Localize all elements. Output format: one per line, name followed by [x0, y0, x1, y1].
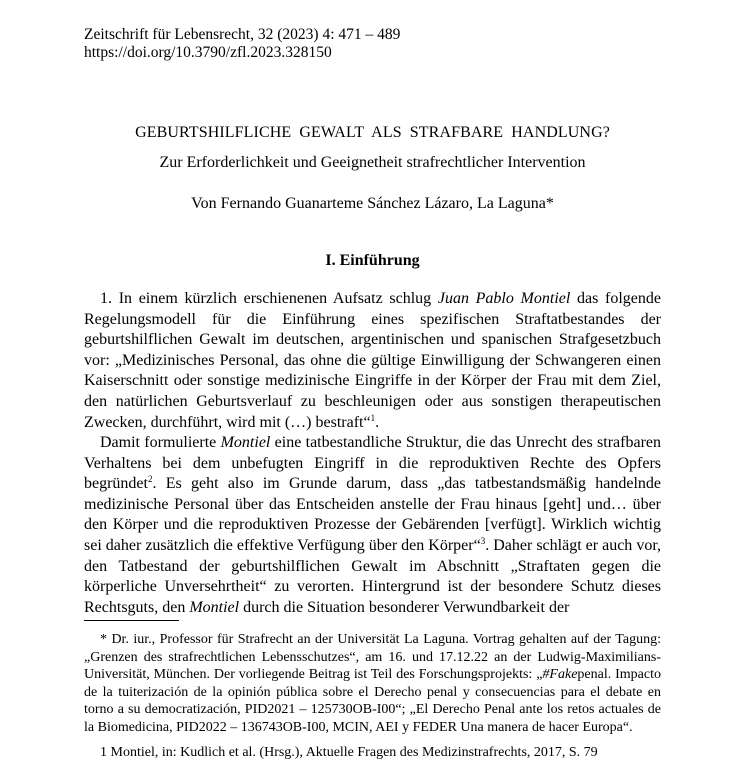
text-run: * Dr. iur., Professor für Strafrecht an der Universität La Laguna. Vortrag gehalten auf der Tagung: „Grenzen des strafrechtlichen Lebensschutzes“, am 16. und 17.12.22 an der Ludwig-Maximilians-Universität, München. Der vorliegende Beitrag ist Teil des Forschungsprojekts: „ — [84, 632, 661, 683]
text-run: . — [375, 413, 380, 431]
text-run: . Es geht also im Grunde darum, dass „das tatbestandsmäßig handelnde medizinische Personal über das Entscheiden anstelle der Frau hinaus [geht] und… über den Körper und die reproduktiven Prozesse der Gebärenden [verfügt]. Wirklich wichtig sei daher zusätzlich die effektive Verfügung über den Körper“ — [84, 475, 661, 554]
section-heading: I. Einführung — [325, 252, 420, 269]
author-line: Von Fernando Guanarteme Sánchez Lázaro, La Laguna* — [191, 195, 554, 212]
footnote-separator — [84, 620, 179, 621]
paragraph-1 — [84, 289, 661, 433]
running-header — [84, 26, 400, 62]
text-run: eine tatbestandliche Struktur, die das Unrecht des strafbaren Verhaltens bei dem unbefugten Eingriff in die reproduktiven Rechte des Opfers begründet — [84, 434, 661, 493]
author-name-italic: Juan Pablo Montiel — [437, 290, 571, 307]
text-run: durch die Situation besonderer Verwundbarkeit der — [239, 598, 570, 616]
article-subtitle: Zur Erforderlichkeit und Geeignetheit strafrechtlicher Intervention — [159, 154, 586, 171]
author-name-italic: Montiel — [189, 598, 240, 616]
article-title: GEBURTSHILFLICHE GEWALT ALS STRAFBARE HANDLUNG? — [135, 124, 610, 141]
footnote-text: 1 Montiel, in: Kudlich et al. (Hrsg.), Aktuelle Fragen des Medizinstrafrechts, 2017, S. 79 — [100, 745, 598, 760]
journal-citation: Zeitschrift für Lebensrecht, 32 (2023) 4: 471 – 489 — [84, 26, 401, 43]
footnote-1-partial — [84, 744, 661, 762]
project-name-italic: #Fake — [542, 667, 578, 683]
footnote-star — [84, 631, 661, 737]
text-run: . Daher schlägt er auch vor, den Tatbestand der geburtshilflichen Gewalt im Abschnitt „Straftaten gegen die körperliche Unversehrtheit“ zu verorten. Hintergrund ist der besondere Schutz dieses Rechtsguts, den — [84, 536, 662, 616]
footnote-ref-2[interactable]: 2 — [147, 474, 153, 485]
footnote-ref-1[interactable]: 1 — [370, 412, 376, 423]
paragraph-2 — [84, 433, 661, 618]
text-run: penal. Impacto de la tuiterización de la opinión pública sobre el Derecho penal y consecuencias para el debate en torno a su democratización, PID2021 – 125730OB-I00“; „El Derecho Penal ante los retos actuales de la Biomedicina, PID2022 – 136743OB-I00, MCIN, AEI y FEDER Una manera de hacer Europa“. — [84, 667, 661, 735]
doi-link[interactable]: https://doi.org/10.3790/zfl.2023.328150 — [84, 44, 332, 61]
text-run: das folgende Regelungsmodell für die Einführung eines spezifischen Straftatbestandes der geburtshilflichen Gewalt im deutschen, argentinischen und spanischen Strafgesetzbuch vor: „Medizinisches Personal, das ohne die gültige Einwilligung der Schwangeren einen Kaiserschnitt oder sonstige medizinische Eingriffe in der Körper der Frau mit dem Ziel, den natürlichen Geburtsverlauf zu beschleunigen oder aus sonstigen therapeutischen Zwecken, durchführt, wird mit (…) bestraft“ — [84, 290, 661, 431]
text-run: Damit formulierte — [100, 434, 221, 451]
author-name-italic: Montiel — [220, 434, 271, 451]
footnote-ref-3[interactable]: 3 — [480, 535, 486, 546]
text-run: 1. In einem kürzlich erschienenen Aufsatz schlug — [100, 290, 438, 307]
